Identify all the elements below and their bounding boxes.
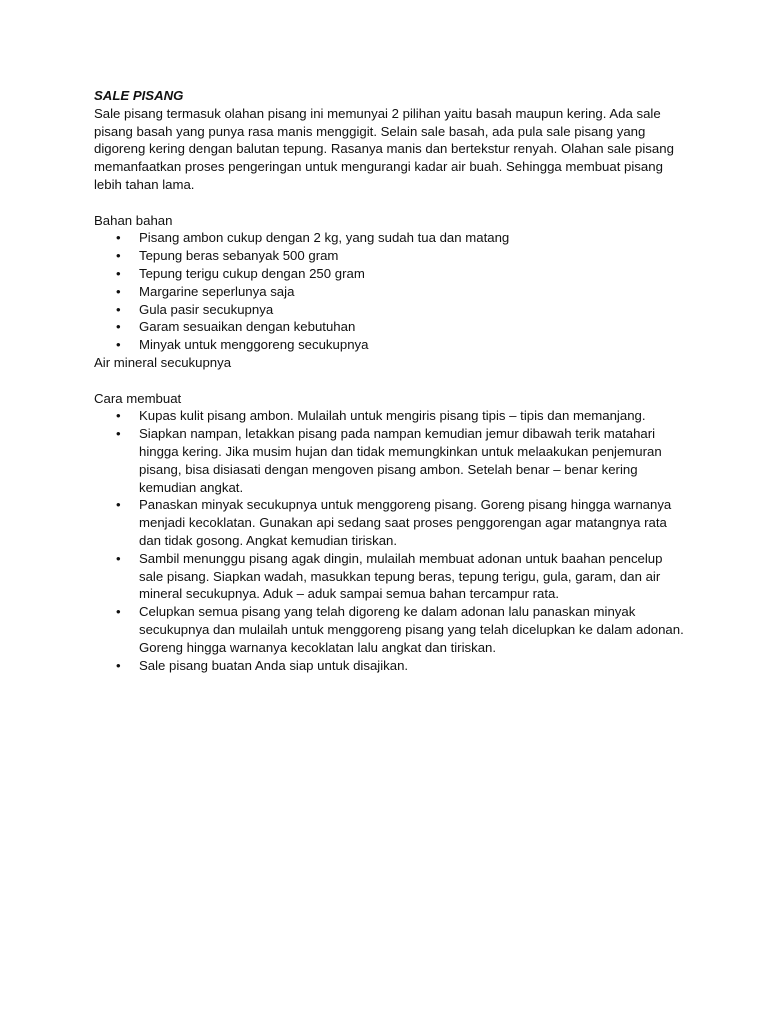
ingredient-text: Garam sesuaikan dengan kebutuhan (139, 319, 356, 335)
step-item (94, 425, 684, 496)
step-item (94, 603, 684, 656)
ingredient-text: Margarine seperlunya saja (139, 283, 295, 299)
ingredient-item (94, 229, 684, 247)
step-item (94, 407, 684, 425)
bullet-icon: • (116, 408, 121, 424)
ingredient-item (94, 265, 684, 283)
bullet-icon: • (116, 550, 121, 566)
bullet-icon: • (116, 301, 121, 317)
bullet-icon: • (116, 337, 121, 353)
bullet-icon: • (116, 497, 121, 513)
spacer (94, 372, 684, 390)
ingredient-item (94, 318, 684, 336)
bullet-icon: • (116, 426, 121, 442)
ingredient-item (94, 283, 684, 301)
bullet-icon: • (116, 604, 121, 620)
bullet-icon: • (116, 248, 121, 264)
ingredient-item (94, 336, 684, 354)
step-item (94, 657, 684, 675)
ingredient-text: Tepung terigu cukup dengan 250 gram (139, 265, 365, 281)
ingredients-trailing-line: Air mineral secukupnya (94, 354, 232, 370)
ingredient-item (94, 301, 684, 319)
ingredient-text: Minyak untuk menggoreng secukupnya (139, 337, 369, 353)
ingredient-text: Gula pasir secukupnya (139, 301, 274, 317)
step-item (94, 550, 684, 603)
bullet-icon: • (116, 230, 121, 246)
intro-paragraph: Sale pisang termasuk olahan pisang ini memunyai 2 pilihan yaitu basah maupun kering. Ada sale pisang basah yang punya rasa manis menggigit. Selain sale basah, ada pula sale pisang yang digoreng kering dengan balutan tepung. Rasanya manis dan bertekstur renyah. Olahan sale pisang memanfaatkan proses pengeringan untuk mengurangi kadar air buah. Sehingga membuat pisang lebih tahan lama. (94, 105, 674, 192)
step-text: Kupas kulit pisang ambon. Mulailah untuk mengiris pisang tipis – tipis dan memanjang. (139, 408, 646, 424)
steps-list (94, 407, 684, 674)
step-text: Sambil menunggu pisang agak dingin, mulailah membuat adonan untuk baahan pencelup sale pisang. Siapkan wadah, masukkan tepung beras, tepung terigu, gula, garam, dan air mineral secukupnya. Aduk – aduk sampai semua bahan tercampur rata. (139, 550, 663, 602)
step-text: Celupkan semua pisang yang telah digoreng ke dalam adonan lalu panaskan minyak secukupnya dan mulailah untuk menggoreng pisang yang telah dicelupkan ke dalam adonan. Goreng hingga warnanya kecoklatan lalu angkat dan tiriskan. (139, 604, 684, 655)
spacer (94, 194, 684, 212)
step-text: Siapkan nampan, letakkan pisang pada nampan kemudian jemur dibawah terik matahari hingga kering. Jika musim hujan dan tidak memungkinkan untuk melaakukan penjemuran pisang, bisa disiasati dengan mengoven pisang ambon. Setelah benar – benar kering kemudian angkat. (139, 426, 662, 495)
document-title: SALE PISANG (94, 88, 184, 103)
step-item (94, 496, 684, 549)
ingredient-text: Pisang ambon cukup dengan 2 kg, yang sudah tua dan matang (139, 230, 510, 246)
bullet-icon: • (116, 265, 121, 281)
ingredient-item (94, 247, 684, 265)
document-page (94, 87, 684, 674)
bullet-icon: • (116, 319, 121, 335)
ingredient-text: Tepung beras sebanyak 500 gram (139, 248, 339, 264)
bullet-icon: • (116, 657, 121, 673)
step-text: Sale pisang buatan Anda siap untuk disajikan. (139, 657, 409, 673)
ingredients-list (94, 229, 684, 354)
steps-heading: Cara membuat (94, 390, 182, 406)
ingredients-heading: Bahan bahan (94, 212, 173, 228)
step-text: Panaskan minyak secukupnya untuk menggoreng pisang. Goreng pisang hingga warnanya menjadi kecoklatan. Gunakan api sedang saat proses penggorengan agar matangnya rata dan tidak gosong. Angkat kemudian tiriskan. (139, 497, 672, 548)
bullet-icon: • (116, 283, 121, 299)
